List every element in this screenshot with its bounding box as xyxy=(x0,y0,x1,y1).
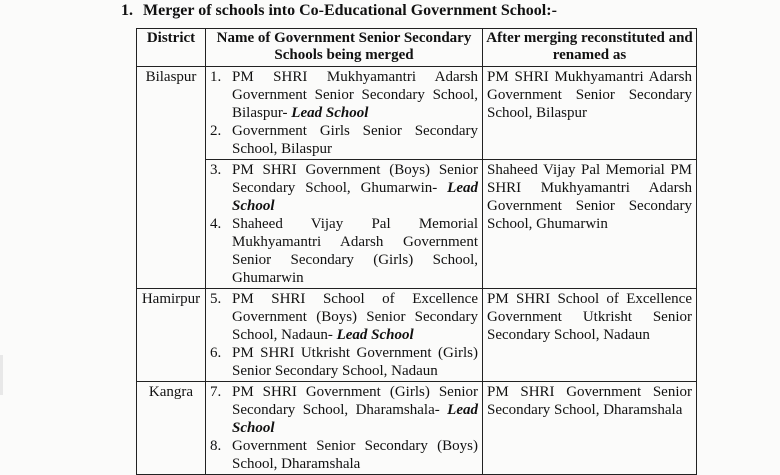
section-title: Merger of schools into Co-Educational Government School:- xyxy=(143,2,557,19)
school-item xyxy=(210,215,478,287)
schools-cell xyxy=(206,382,483,475)
school-name xyxy=(232,161,478,215)
renamed-cell: PM SHRI School of Excellence Government Utkrisht Senior Secondary School, Nadaun xyxy=(483,289,697,382)
renamed-cell: PM SHRI Government Senior Secondary School, Dharamshala xyxy=(483,382,697,475)
schools-cell xyxy=(206,160,483,289)
school-name: Shaheed Vijay Pal Memorial Mukhyamantri Adarsh Government Senior Secondary (Girls) School, Ghumarwin xyxy=(232,216,478,286)
lead-school-label: Lead School xyxy=(232,402,478,436)
district-cell: Kangra xyxy=(137,382,206,475)
school-name xyxy=(232,290,478,344)
school-number: 8. xyxy=(210,438,222,454)
lead-school-label: Lead School xyxy=(232,180,478,214)
table-row xyxy=(137,67,697,160)
school-number: 2. xyxy=(210,123,222,139)
school-item xyxy=(210,290,478,344)
school-name-text: PM SHRI School of Excellence Government (Boys) Senior Secondary School, Nadaun- xyxy=(232,291,478,343)
school-number: 1. xyxy=(210,69,222,85)
district-cell: Hamirpur xyxy=(137,289,206,382)
school-number: 7. xyxy=(210,384,222,400)
school-number: 6. xyxy=(210,345,222,361)
schools-cell xyxy=(206,67,483,160)
school-name-text: PM SHRI Government (Boys) Senior Secondary School, Ghumarwin- xyxy=(232,162,478,196)
school-item xyxy=(210,383,478,437)
renamed-cell: PM SHRI Mukhyamantri Adarsh Government Senior Secondary School, Bilaspur xyxy=(483,67,697,160)
schools-cell xyxy=(206,289,483,382)
school-name-text: PM SHRI Government (Girls) Senior Secondary School, Dharamshala- xyxy=(232,384,478,418)
district-cell: Bilaspur xyxy=(137,67,206,289)
school-item xyxy=(210,437,478,473)
table-row xyxy=(137,160,697,289)
lead-school-label: Lead School xyxy=(291,105,369,121)
lead-school-label: Lead School xyxy=(336,327,414,343)
merger-table xyxy=(136,28,697,475)
school-name: Government Girls Senior Secondary School, Bilaspur xyxy=(232,123,478,157)
section-number: 1. xyxy=(121,2,133,19)
school-name-text: PM SHRI Mukhyamantri Adarsh Government Senior Secondary School, Bilaspur- xyxy=(232,69,478,121)
school-item xyxy=(210,68,478,122)
school-number: 5. xyxy=(210,291,222,307)
header-schools: Name of Government Senior Secondary Schools being merged xyxy=(206,29,483,67)
school-name xyxy=(232,383,478,437)
school-number: 3. xyxy=(210,162,222,178)
renamed-cell: Shaheed Vijay Pal Memorial PM SHRI Mukhyamantri Adarsh Government Senior Secondary School, Ghumarwin xyxy=(483,160,697,289)
header-district: District xyxy=(137,29,206,67)
school-number: 4. xyxy=(210,216,222,232)
school-item xyxy=(210,344,478,380)
school-item xyxy=(210,122,478,158)
school-name xyxy=(232,68,478,122)
table-header-row xyxy=(137,29,697,67)
table-row xyxy=(137,382,697,475)
scan-edge-mark xyxy=(0,355,3,395)
school-name: PM SHRI Utkrisht Government (Girls) Senior Secondary School, Nadaun xyxy=(232,345,478,379)
school-name: Government Senior Secondary (Boys) School, Dharamshala xyxy=(232,438,478,472)
section-heading xyxy=(121,2,557,20)
school-item xyxy=(210,161,478,215)
table-row xyxy=(137,289,697,382)
header-renamed: After merging reconstituted and renamed as xyxy=(483,29,697,67)
